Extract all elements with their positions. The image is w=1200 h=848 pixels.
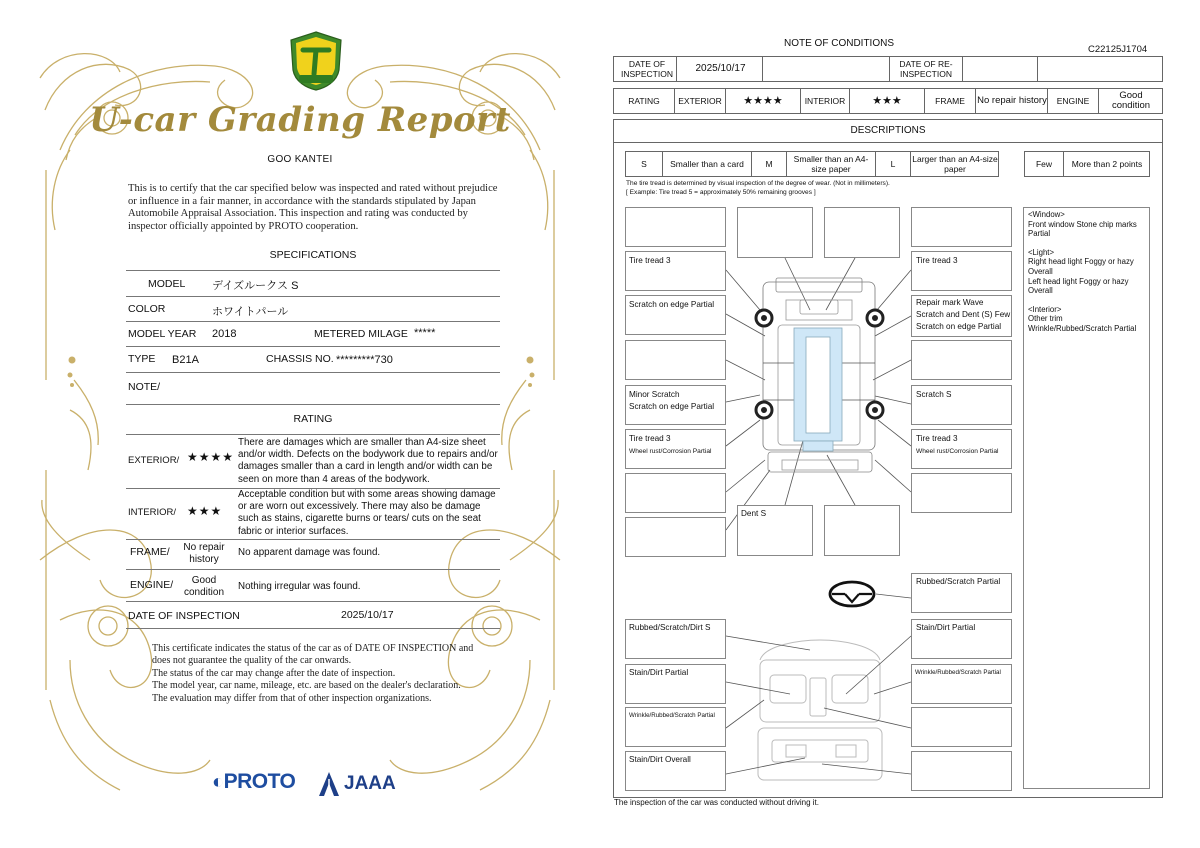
jaaa-logo-icon [318, 771, 340, 797]
exterior-box-left-3 [625, 295, 726, 335]
interior-stars: ★★★ [187, 504, 223, 518]
divider [126, 270, 500, 271]
legend-l: L [890, 159, 896, 169]
interior-box-right-2 [911, 664, 1012, 704]
side-note: Right head light Foggy or hazy Overall [1028, 257, 1134, 276]
legend-l-desc: Larger than an A4-size paper [912, 154, 998, 174]
divider [126, 372, 500, 373]
exterior-stars: ★★★★ [187, 450, 235, 464]
legend-m-desc: Smaller than an A4-size paper [793, 154, 869, 174]
engine-value: Good condition [183, 575, 225, 598]
jaaa-logo-text: JAAA [344, 773, 396, 794]
exterior-note: Repair mark Wave [916, 298, 984, 307]
model-year-label: MODEL YEAR [128, 328, 197, 340]
legend-s: S [641, 159, 647, 169]
side-note [1028, 239, 1148, 248]
interior-description: Acceptable condition but with some areas showing damage or are worn out excessively. There may also be damage such as stains, cigarette burns or tears/ cuts on the seat fabric or interior surfaces. [238, 489, 496, 537]
descriptions-title: DESCRIPTIONS [850, 125, 926, 136]
exterior-note: Wheel rust/Corrosion Partial [916, 448, 999, 455]
proto-logo-text: PROTO [223, 770, 296, 793]
frame-value: No repair history [977, 95, 1047, 106]
goo-kantei-badge-icon [287, 30, 345, 92]
exterior-box-left-7 [625, 473, 726, 513]
exterior-note: Scratch on edge Partial [916, 322, 1002, 331]
legend-m: M [765, 159, 773, 169]
disclaimer-line: This certificate indicates the status of the car as of DATE OF INSPECTION and does not guarantee the quality of the car onwards. [152, 643, 474, 667]
type-value: B21A [172, 354, 199, 366]
divider [126, 569, 500, 570]
legend-few: Few [1035, 159, 1053, 169]
divider [126, 539, 500, 540]
exterior-box-bottom-2 [824, 505, 900, 556]
interior-note: Stain/Dirt Partial [916, 623, 976, 632]
divider [126, 346, 500, 347]
exterior-box-right-5 [911, 385, 1012, 425]
interior-box-right-4 [911, 751, 1012, 791]
exterior-box-right-6 [911, 429, 1012, 469]
interior-box-left-3 [625, 707, 726, 747]
legend-s-desc: Smaller than a card [670, 159, 744, 169]
disclaimer-line: The status of the car may change after the date of inspection. [152, 667, 396, 679]
exterior-note: Scratch and Dent (S) Few [916, 310, 1011, 319]
side-note: <Interior> [1028, 304, 1062, 314]
exterior-box-right-1 [911, 207, 1012, 247]
exterior-box-left-2 [625, 251, 726, 291]
exterior-box-right-7 [911, 473, 1012, 513]
disclaimer-line: The model year, car name, mileage, etc. are based on the dealer's declaration. [152, 680, 461, 692]
exterior-note: Scratch on edge Partial [629, 402, 715, 411]
date-of-reinspection-label: DATE OF RE-INSPECTION [899, 59, 953, 79]
exterior-box-bottom-1 [737, 505, 813, 556]
interior-note: Rubbed/Scratch Partial [916, 577, 1001, 586]
exterior-box-left-1 [625, 207, 726, 247]
legend-few-desc: More than 2 points [1071, 159, 1143, 169]
exterior-box-top-1 [737, 207, 813, 258]
specifications-title: SPECIFICATIONS [269, 249, 357, 261]
interior-stars: ★★★ [872, 95, 902, 107]
engine-description: Nothing irregular was found. [238, 581, 361, 592]
exterior-note: Wheel rust/Corrosion Partial [629, 448, 712, 455]
chassis-value: *********730 [336, 354, 393, 366]
exterior-box-right-4 [911, 340, 1012, 380]
interior-note: Stain/Dirt Partial [629, 668, 689, 677]
exterior-box-left-8 [625, 517, 726, 557]
frame-value: No repair history [183, 542, 225, 565]
frame-label: FRAME [935, 96, 965, 106]
side-note: Front window Stone chip marks Partial [1028, 219, 1137, 239]
exterior-box-left-5 [625, 385, 726, 425]
interior-box-right-3 [911, 707, 1012, 747]
date-of-inspection-value: 2025/10/17 [695, 63, 746, 74]
disclaimer-line: The evaluation may differ from that of other inspection organizations. [152, 692, 432, 704]
divider [126, 321, 500, 322]
report-subtitle: GOO KANTEI [267, 154, 333, 165]
side-note: <Light> [1028, 247, 1055, 257]
interior-box-right-1 [911, 619, 1012, 659]
interior-note: Stain/Dirt Overall [629, 755, 691, 764]
interior-box-left-2 [625, 664, 726, 704]
exterior-box-left-4 [625, 340, 726, 380]
engine-value: Good condition [1111, 90, 1151, 111]
divider [126, 434, 500, 435]
interior-box-left-1 [625, 619, 726, 659]
divider [126, 601, 500, 602]
exterior-label: EXTERIOR/ [128, 455, 180, 466]
side-notes [1028, 210, 1148, 334]
report-title: U-car Grading Report [89, 100, 511, 140]
footer-note: The inspection of the car was conducted without driving it. [614, 798, 819, 807]
certification-text: This is to certify that the car specified below was inspected and rated without prejudice or influence in a fair manner, in accordance with the standards stipulated by Japan Automobile Appraisal Association. This inspection and rating was conducted by inspector officially appointed by PROTO cooperation. [128, 183, 498, 232]
interior-label: INTERIOR/ [128, 507, 177, 518]
mileage-value: ***** [414, 327, 436, 339]
tire-note-1: The tire tread is determined by visual inspection of the degree of wear. (Not in millimeters). [626, 180, 890, 187]
color-value: ホワイトパール [212, 306, 289, 318]
side-notes-box [1023, 207, 1150, 789]
model-year-value: 2018 [212, 328, 237, 340]
date-of-inspection-label: DATE OF INSPECTION [621, 59, 673, 79]
certificate-disclaimer [152, 643, 482, 705]
exterior-box-top-2 [824, 207, 900, 258]
exterior-label: EXTERIOR [678, 96, 722, 106]
exterior-box-left-6 [625, 429, 726, 469]
chassis-label: CHASSIS NO. [266, 353, 334, 365]
frame-description: No apparent damage was found. [238, 547, 381, 558]
exterior-description: There are damages which are smaller than A4-size sheet and/or width. Defects on the bodywork due to repairs and/or damages smaller than a card in length and/or width can be seen on more than 4 areas of the bodywork. [238, 437, 498, 485]
model-value: デイズルークス S [212, 280, 299, 292]
engine-label: ENGINE/ [130, 579, 174, 591]
tire-note-2: [ Example: Tire tread 5 = approximately 50% remaining grooves ] [626, 189, 816, 196]
exterior-note: Tire tread 3 [629, 256, 671, 265]
divider [126, 628, 500, 629]
divider [126, 296, 500, 297]
inspection-date-label: DATE OF INSPECTION [128, 610, 240, 622]
color-label: COLOR [128, 303, 166, 315]
note-of-conditions [600, 0, 1200, 848]
interior-note: Wrinkle/Rubbed/Scratch Partial [915, 669, 1001, 676]
rating-label: RATING [628, 96, 660, 106]
exterior-note: Scratch on edge Partial [629, 300, 715, 309]
inspection-date-value: 2025/10/17 [341, 609, 394, 621]
exterior-box-right-2 [911, 251, 1012, 291]
side-note: Other trim [1028, 314, 1063, 324]
exterior-note: Dent S [741, 509, 767, 518]
report-id: C22125J1704 [1088, 44, 1148, 55]
exterior-note: Minor Scratch [629, 390, 680, 399]
engine-label: ENGINE [1056, 96, 1090, 106]
exterior-note: Scratch S [916, 390, 952, 399]
interior-box-steering [911, 573, 1012, 613]
note-label: NOTE/ [128, 381, 161, 393]
model-label: MODEL [148, 278, 186, 290]
mileage-label: METERED MILAGE [314, 328, 408, 340]
rating-title: RATING [293, 413, 333, 425]
frame-label: FRAME/ [130, 546, 170, 558]
interior-label: INTERIOR [804, 96, 846, 106]
type-label: TYPE [128, 353, 156, 365]
proto-logo: ◐PROTO [212, 770, 296, 793]
divider [126, 404, 500, 405]
side-note: Wrinkle/Rubbed/Scratch Partial [1028, 323, 1137, 333]
exterior-box-right-3 [911, 295, 1012, 337]
side-note [1028, 296, 1148, 305]
exterior-stars: ★★★★ [743, 95, 783, 107]
exterior-note: Tire tread 3 [916, 256, 958, 265]
exterior-note: Tire tread 3 [916, 434, 958, 443]
interior-note: Rubbed/Scratch/Dirt S [629, 623, 711, 632]
conditions-title: NOTE OF CONDITIONS [784, 38, 894, 49]
exterior-note: Tire tread 3 [629, 434, 671, 443]
side-note: <Window> [1028, 210, 1065, 219]
interior-note: Wrinkle/Rubbed/Scratch Partial [629, 712, 715, 719]
side-note: Left head light Foggy or hazy Overall [1028, 276, 1129, 296]
interior-box-left-4 [625, 751, 726, 791]
